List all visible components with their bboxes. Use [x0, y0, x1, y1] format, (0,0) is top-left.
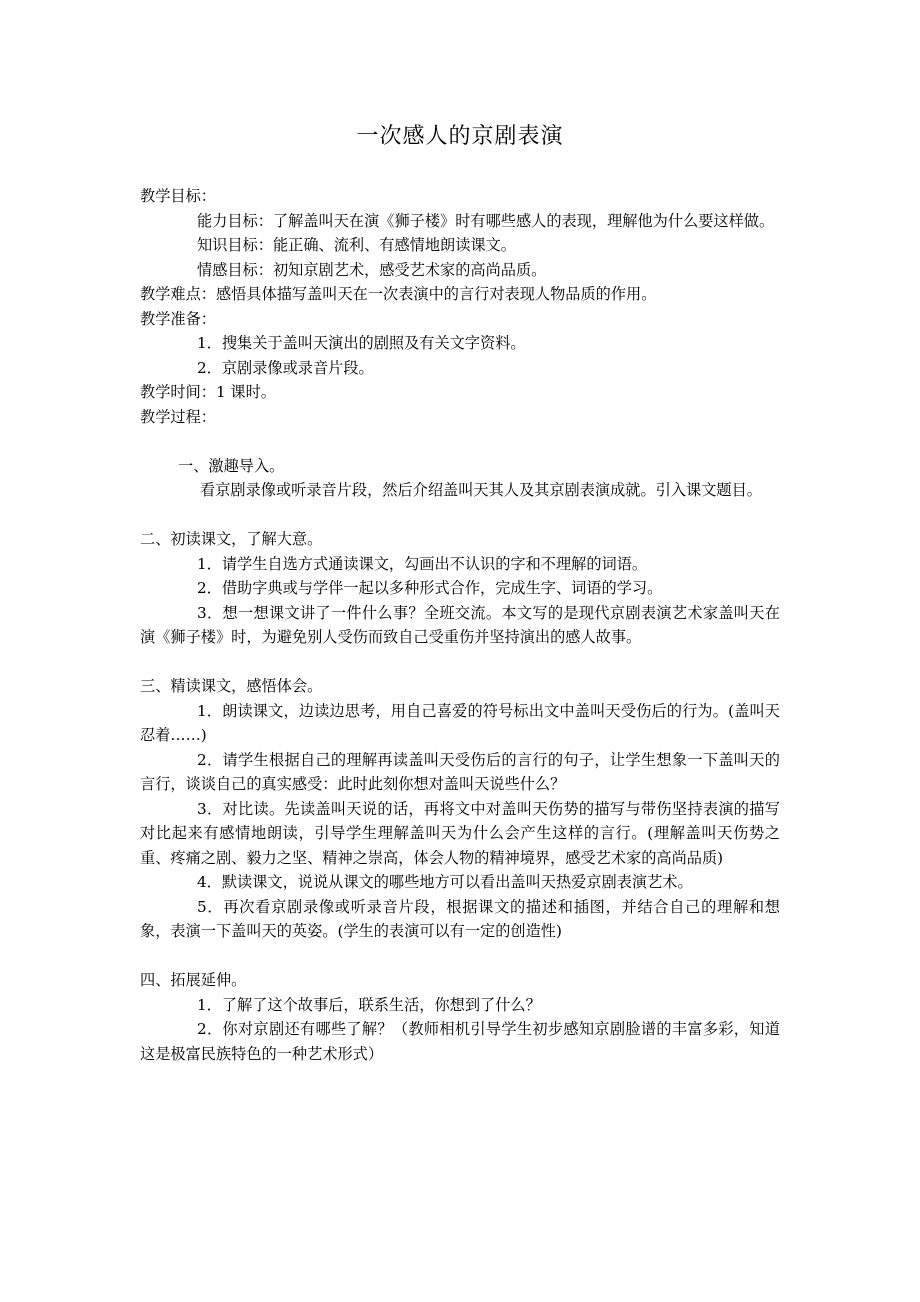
spacer: [140, 503, 780, 528]
section-item: 1．了解了这个故事后，联系生活，你想到了什么？: [197, 995, 541, 1014]
section-heading: 三、精读课文，感悟体会。: [140, 677, 323, 695]
section-item: 看京剧录像或听录音片段，然后介绍盖叫天其人及其京剧表演成就。引入课文题目。: [200, 481, 762, 499]
knowledge-objective: 知识目标：能正确、流利、有感情地朗读课文。: [197, 236, 516, 254]
section-item: 1．朗读课文，边读边思考，用自己喜爱的符号标出文中盖叫天受伤后的行为。(盖叫天忍着……): [140, 701, 780, 744]
section-item: 2．借助字典或与学伴一起以多种形式合作，完成生字、词语的学习。: [197, 579, 663, 597]
page-title: 一次感人的京剧表演: [356, 124, 564, 149]
section-heading: 四、拓展延伸。: [140, 971, 247, 989]
section-item: 3．对比读。先读盖叫天说的话，再将文中对盖叫天伤势的描写与带伤坚持表演的描写对比起来有感情地朗读，引导学生理解盖叫天为什么会产生这样的言行。(理解盖叫天伤势之重、疼痛之剧、毅力之坚、精神之崇高，体会人物的精神境界，感受艺术家的高尚品质): [140, 799, 780, 867]
preparation-item: 2．京剧录像或录音片段。: [197, 358, 374, 377]
spacer: [140, 650, 780, 675]
process-heading: 教学过程：: [140, 407, 216, 426]
section-item: 3．想一想课文讲了一件什么事？全班交流。本文写的是现代京剧表演艺术家盖叫天在演《狮子楼》时，为避免别人受伤而致自己受重伤并坚持演出的感人故事。: [140, 603, 780, 646]
section-heading: 一、激趣导入。: [178, 456, 285, 475]
spacer: [140, 429, 780, 454]
preparation-heading: 教学准备：: [140, 309, 216, 328]
ability-objective: 能力目标：了解盖叫天在演《狮子楼》时有哪些感人的表现，理解他为什么要这样做。: [197, 211, 775, 230]
document-body: [140, 184, 780, 1066]
section-heading: 二、初读课文，了解大意。: [140, 530, 323, 548]
difficulty-line: 教学难点：感悟具体描写盖叫天在一次表演中的言行对表现人物品质的作用。: [140, 285, 657, 303]
section-item: 2．你对京剧还有哪些了解？（教师相机引导学生初步感知京剧脸谱的丰富多彩，知道这是极富民族特色的一种艺术形式）: [140, 1020, 780, 1063]
section-item: 1．请学生自选方式通读课文，勾画出不认识的字和不理解的词语。: [197, 554, 648, 573]
section-item: 2．请学生根据自己的理解再读盖叫天受伤后的言行的句子，让学生想象一下盖叫天的言行，谈谈自己的真实感受：此时此刻你想对盖叫天说些什么？: [140, 750, 780, 793]
preparation-item: 1．搜集关于盖叫天演出的剧照及有关文字资料。: [197, 334, 526, 352]
objectives-heading: 教学目标：: [140, 187, 216, 205]
section-item: 4．默读课文，说说从课文的哪些地方可以看出盖叫天热爱京剧表演艺术。: [197, 873, 693, 891]
section-item: 5．再次看京剧录像或听录音片段，根据课文的描述和插图，并结合自己的理解和想象，表演一下盖叫天的英姿。(学生的表演可以有一定的创造性): [140, 897, 780, 940]
emotion-objective: 情感目标：初知京剧艺术，感受艺术家的高尚品质。: [197, 260, 547, 279]
time-line: 教学时间：1 课时。: [140, 383, 276, 401]
spacer: [140, 944, 780, 969]
